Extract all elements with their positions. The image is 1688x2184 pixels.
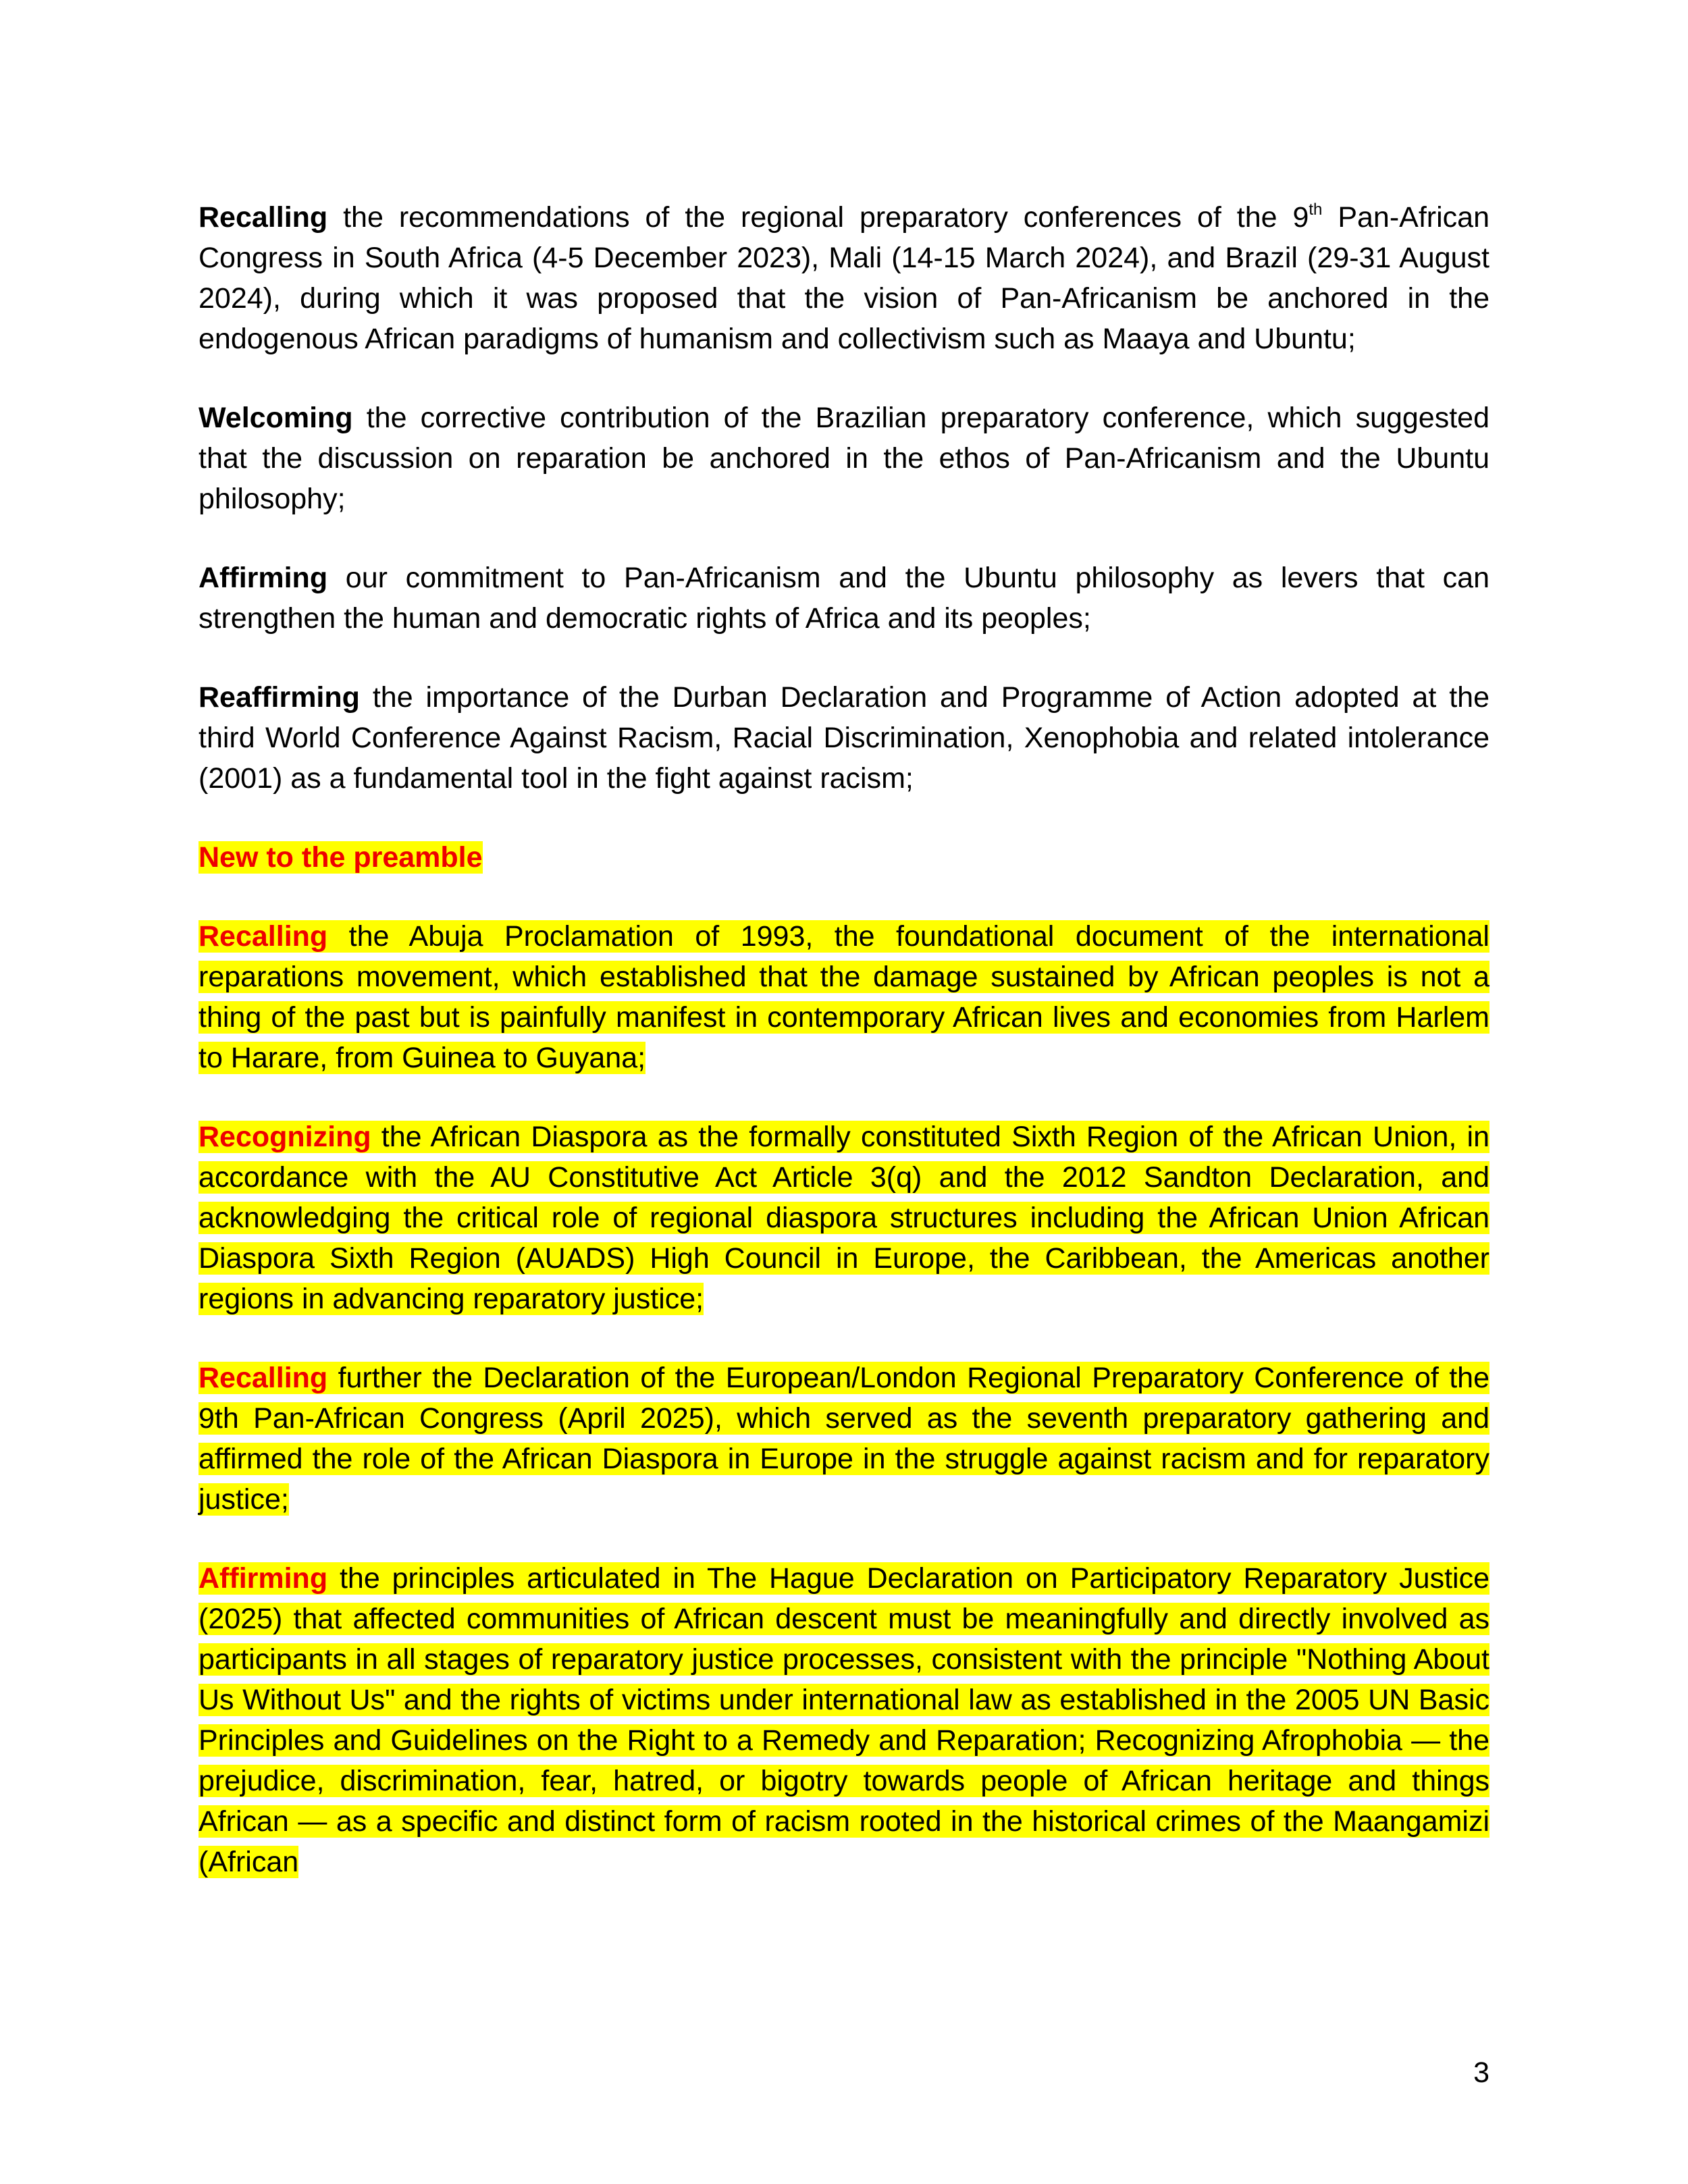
- paragraph-text-continued: Pan-African Congress in South Africa (4-5 December 2023), Mali (14-15 March 2024), and Brazil (29-31 August 2024), during which it was proposed that the vision of Pan-Africanism be anchored in the endogenous African paradigms of humanism and collectivism such as Maaya and Ubuntu;: [199, 201, 1489, 355]
- paragraph-lead: Welcoming: [199, 402, 353, 434]
- highlighted-paragraph-hague: [199, 1558, 1489, 1882]
- paragraph-affirming: [199, 558, 1489, 639]
- paragraph-text: the corrective contribution of the Brazilian preparatory conference, which suggested that the discussion on reparation be anchored in the ethos of Pan-Africanism and the Ubuntu philosophy;: [199, 402, 1489, 515]
- document-page: [199, 197, 1489, 1921]
- highlighted-text: the principles articulated in The Hague Declaration on Participatory Reparatory Justice (2025) that affected communities of African descent must be meaningfully and directly involved as participants in all stages of reparatory justice processes, consistent with the principle "Nothing About Us Without Us" and the rights of victims under international law as established in the 2005 UN Basic Principles and Guidelines on the Right to a Remedy and Reparation; Recognizing Afrophobia — the prejudice, discrimination, fear, hatred, or bigotry towards people of African heritage and things African — as a specific and distinct form of racism rooted in the historical crimes of the Maangamizi (African: [199, 1562, 1489, 1878]
- highlighted-lead: Recalling: [199, 920, 328, 953]
- paragraph-recalling-conferences: [199, 197, 1489, 359]
- section-heading: [199, 837, 1489, 878]
- highlighted-lead: Affirming: [199, 1562, 328, 1595]
- page-number: 3: [1473, 2056, 1489, 2089]
- paragraph-text: our commitment to Pan-Africanism and the Ubuntu philosophy as levers that can strengthen the human and democratic rights of Africa and its peoples;: [199, 562, 1489, 635]
- paragraph-lead: Affirming: [199, 562, 328, 594]
- highlighted-text: the Abuja Proclamation of 1993, the foundational document of the international reparations movement, which established that the damage sustained by African peoples is not a thing of the past but is painfully manifest in contemporary African lives and economies from Harlem to Harare, from Guinea to Guyana;: [199, 920, 1489, 1074]
- highlighted-lead: Recalling: [199, 1362, 328, 1394]
- paragraph-reaffirming: [199, 677, 1489, 799]
- highlighted-paragraph-abuja: [199, 916, 1489, 1078]
- paragraph-lead: Reaffirming: [199, 681, 360, 714]
- paragraph-welcoming: [199, 398, 1489, 519]
- ordinal-superscript: th: [1309, 201, 1323, 219]
- paragraph-lead: Recalling: [199, 201, 328, 234]
- highlighted-lead: Recognizing: [199, 1121, 371, 1153]
- paragraph-text: the importance of the Durban Declaration and Programme of Action adopted at the third World Conference Against Racism, Racial Discrimination, Xenophobia and related intolerance (2001) as a fundamental tool in the fight against racism;: [199, 681, 1489, 795]
- section-heading-text: New to the preamble: [199, 841, 483, 874]
- highlighted-text: the African Diaspora as the formally constituted Sixth Region of the African Union, in accordance with the AU Constitutive Act Article 3(q) and the 2012 Sandton Declaration, and acknowledging the critical role of regional diaspora structures including the African Union African Diaspora Sixth Region (AUADS) High Council in Europe, the Caribbean, the Americas another regions in advancing reparatory justice;: [199, 1121, 1489, 1315]
- highlighted-paragraph-diaspora: [199, 1117, 1489, 1319]
- highlighted-paragraph-london: [199, 1358, 1489, 1520]
- highlighted-text: further the Declaration of the European/London Regional Preparatory Conference of the 9th Pan-African Congress (April 2025), which served as the seventh preparatory gathering and affirmed the role of the African Diaspora in Europe in the struggle against racism and for reparatory justice;: [199, 1362, 1489, 1516]
- paragraph-text: the recommendations of the regional preparatory conferences of the 9: [327, 201, 1309, 234]
